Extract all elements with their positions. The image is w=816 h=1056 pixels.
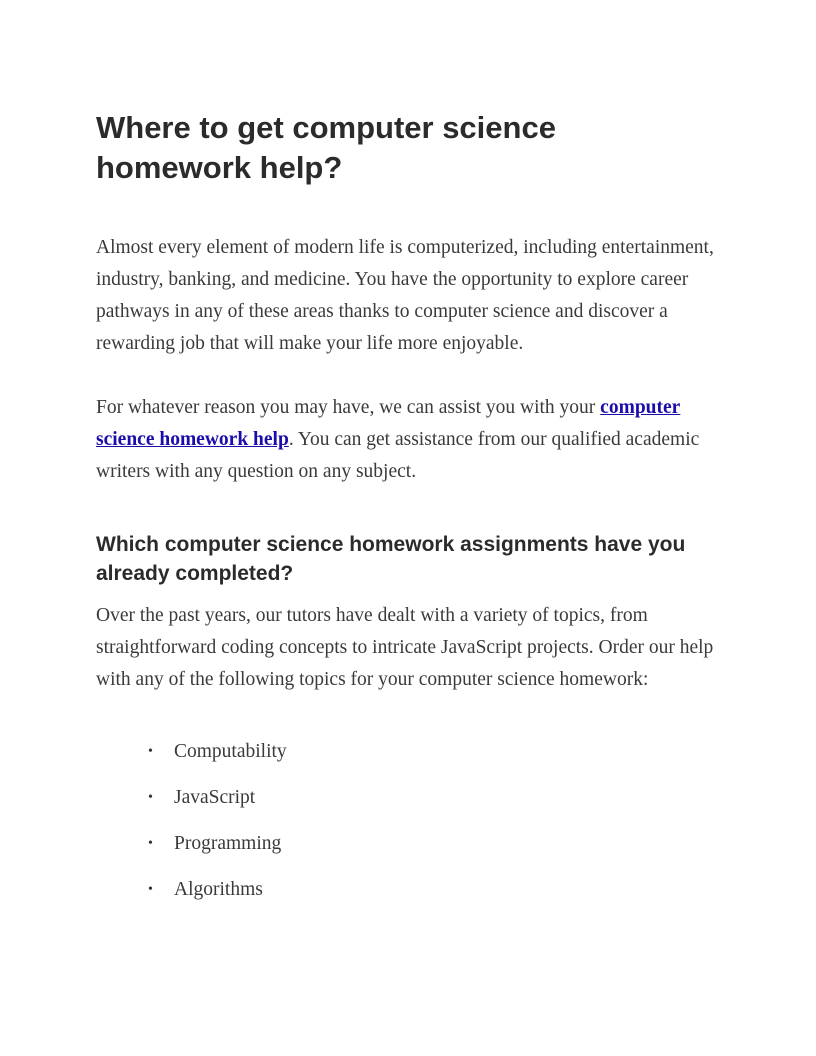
assist-text-before: For whatever reason you may have, we can assist you with your bbox=[96, 397, 601, 418]
homework-help-link[interactable]: computer science homework help bbox=[96, 397, 681, 450]
bullet-icon: • bbox=[148, 790, 153, 805]
topic-label: Algorithms bbox=[174, 879, 263, 900]
section-heading: Which computer science homework assignments have you already completed? bbox=[96, 533, 686, 585]
list-item bbox=[96, 736, 720, 768]
topic-label: Computability bbox=[174, 741, 287, 762]
intro-paragraph: Almost every element of modern life is computerized, including entertainment, industry, banking, and medicine. You have the opportunity to explore career pathways in any of these areas thanks to computer science and discover a rewarding job that will make your life more enjoyable. bbox=[96, 237, 714, 354]
assist-text-after: . You can get assistance from our qualified academic writers with any question on any subject. bbox=[96, 429, 700, 482]
bullet-icon: • bbox=[148, 882, 153, 897]
list-item bbox=[96, 874, 720, 906]
bullet-icon: • bbox=[148, 744, 153, 759]
topic-label: Programming bbox=[174, 833, 282, 854]
document-page bbox=[96, 108, 720, 920]
section-paragraph: Over the past years, our tutors have dealt with a variety of topics, from straightforward coding concepts to intricate JavaScript projects. Order our help with any of the following topics for your computer science homework: bbox=[96, 605, 714, 690]
assist-paragraph bbox=[96, 392, 720, 488]
list-item bbox=[96, 782, 720, 814]
topic-label: JavaScript bbox=[174, 787, 256, 808]
topics-list bbox=[96, 736, 720, 906]
list-item bbox=[96, 828, 720, 860]
page-title: Where to get computer science homework help? bbox=[96, 110, 556, 185]
bullet-icon: • bbox=[148, 836, 153, 851]
